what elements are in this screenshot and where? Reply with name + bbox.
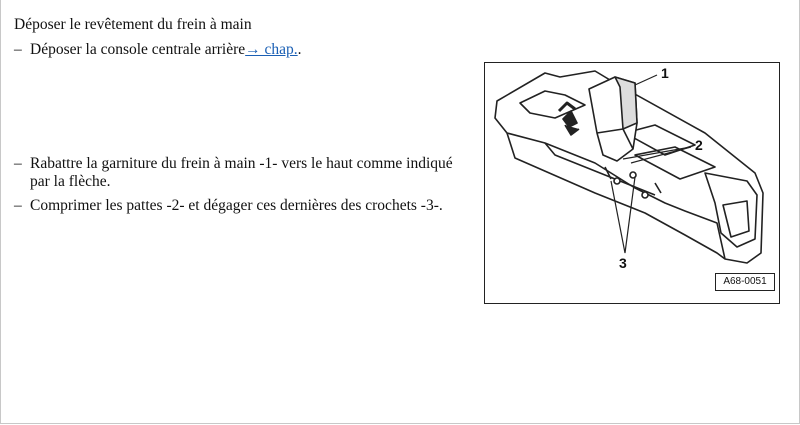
step-fold-trim-continued: par la flèche. [30,173,111,190]
callout-3: 3 [619,255,627,271]
step-fold-trim [14,155,453,173]
step-remove-console [14,41,302,59]
step-text-suffix: . [297,41,302,58]
callout-2: 2 [695,137,703,153]
bullet-dash: – [14,197,22,214]
callout-1: 1 [661,65,669,81]
step-press-tabs [14,197,443,215]
section-title: Déposer le revêtement du frein à main [14,16,252,33]
bullet-dash: – [14,155,22,172]
console-illustration [485,63,779,303]
lift-arrow [563,111,579,135]
leader-3 [611,177,635,253]
step-text: Comprimer les pattes -2- et dégager ces dernières des crochets -3-. [30,197,443,214]
bullet-dash: – [14,41,22,58]
illustration-figure [484,62,780,304]
leader-1 [635,75,657,85]
step-text: Déposer la console centrale arrière [30,41,246,58]
figure-id: A68-0051 [715,273,775,291]
chapter-link[interactable]: → chap. [245,41,298,58]
step-text: Rabattre la garniture du frein à main -1- vers le haut comme indiqué [30,155,453,172]
